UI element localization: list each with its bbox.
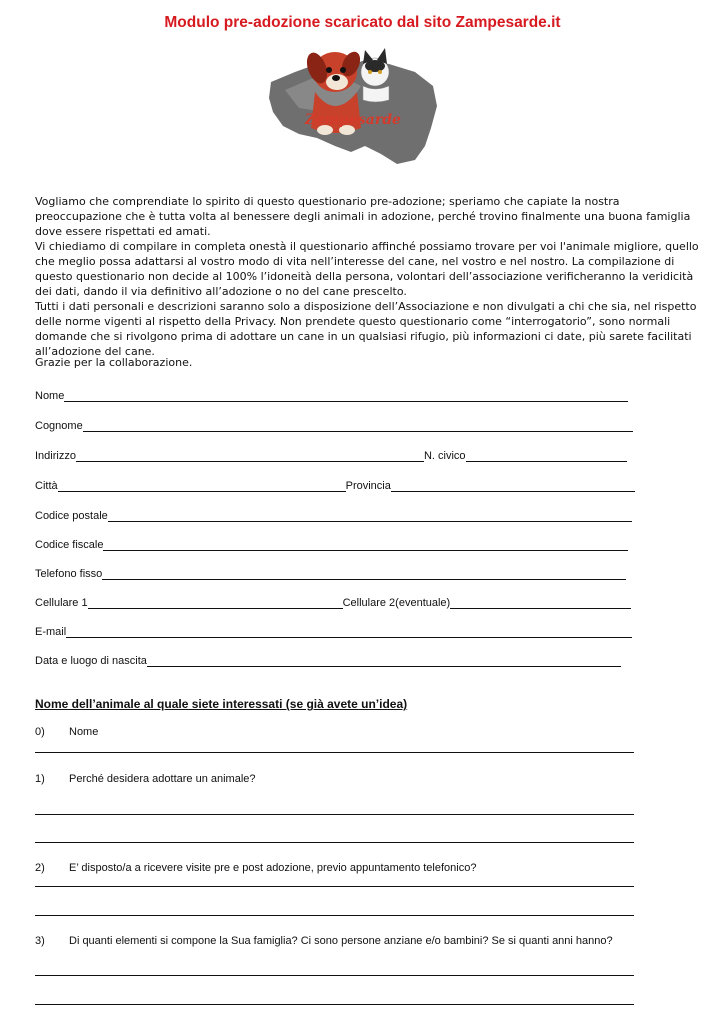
thanks-text: Grazie per la collaborazione. xyxy=(35,356,193,369)
question-2 xyxy=(35,862,476,874)
nome-field xyxy=(35,386,628,402)
answer-line[interactable] xyxy=(35,814,634,815)
cognome-label: Cognome xyxy=(35,420,83,432)
answer-line[interactable] xyxy=(35,1004,634,1005)
question-number: 1) xyxy=(35,773,45,785)
codice-postale-field xyxy=(35,506,632,522)
codice-fiscale-label: Codice fiscale xyxy=(35,539,104,551)
zampesarde-logo xyxy=(265,42,443,168)
telefono-fisso-label: Telefono fisso xyxy=(35,568,103,580)
nascita-label: Data e luogo di nascita xyxy=(35,655,147,667)
codice-postale-input-line[interactable] xyxy=(108,510,632,522)
cellulare2-input-line[interactable] xyxy=(450,597,631,609)
section-title: Nome dell’animale al quale siete interessati (se già avete un’idea) xyxy=(35,697,408,711)
svg-text:Zampesarde: Zampesarde xyxy=(305,112,401,128)
answer-line[interactable] xyxy=(35,752,634,753)
citta-field xyxy=(35,476,635,492)
telefono-fisso-input-line[interactable] xyxy=(102,568,626,580)
telefono-fisso-field xyxy=(35,564,626,580)
codice-postale-label: Codice postale xyxy=(35,510,108,522)
question-text: Perché desidera adottare un animale? xyxy=(69,773,256,785)
intro-paragraph-3: Tutti i dati personali e descrizioni saranno solo a disposizione dell’Associazione e non divulgati a chi che sia, nel rispetto delle norme vigenti al rispetto della Privacy. Non prendete questo questionario come “interrogatorio”, sono normali domande che si rivolgono prima di adottare un cane in un qualsiasi rifugio, più informazioni ci date, più sarete facilitati all’adozione del cane. xyxy=(35,300,697,358)
question-number: 2) xyxy=(35,862,45,874)
cellulare-field xyxy=(35,593,631,609)
question-number: 0) xyxy=(35,726,45,738)
question-number: 3) xyxy=(35,935,45,947)
indirizzo-input-line[interactable] xyxy=(76,450,424,462)
question-3 xyxy=(35,935,613,947)
question-text: Di quanti elementi si compone la Sua famiglia? Ci sono persone anziane e/o bambini? Se si quanti anni hanno? xyxy=(69,935,613,947)
n-civico-label: N. civico xyxy=(423,450,466,462)
codice-fiscale-field xyxy=(35,535,628,551)
nome-label: Nome xyxy=(35,390,65,402)
intro-paragraph-2: Vi chiediamo di compilare in completa onestà il questionario affinché possiamo trovare per voi l'animale migliore, quello che meglio possa adattarsi al vostro modo di vita nell’interesse del cane, nel vostro e nel nostro. La compilazione di questo questionario non decide al 100% l’idoneità della persona, volontari dell’associazione verificheranno la veridicità dei dati, dando il via definitivo all’adozione o no del cane prescelto. xyxy=(35,240,699,298)
intro-text xyxy=(35,194,707,359)
cellulare2-label: Cellulare 2(eventuale) xyxy=(342,597,451,609)
cellulare1-label: Cellulare 1 xyxy=(35,597,88,609)
indirizzo-field xyxy=(35,446,627,462)
nascita-input-line[interactable] xyxy=(147,655,621,667)
answer-line[interactable] xyxy=(35,842,634,843)
email-input-line[interactable] xyxy=(66,626,632,638)
question-text: Nome xyxy=(69,726,99,738)
n-civico-input-line[interactable] xyxy=(466,450,627,462)
email-label: E-mail xyxy=(35,626,67,638)
page-title: Modulo pre-adozione scaricato dal sito Zampesarde.it xyxy=(164,14,561,31)
nascita-field xyxy=(35,651,621,667)
email-field xyxy=(35,622,632,638)
cognome-field xyxy=(35,416,633,432)
citta-input-line[interactable] xyxy=(58,480,346,492)
indirizzo-label: Indirizzo xyxy=(35,450,76,462)
question-text: E’ disposto/a a ricevere visite pre e post adozione, previo appuntamento telefonico? xyxy=(69,862,477,874)
intro-paragraph-1: Vogliamo che comprendiate lo spirito di questo questionario pre-adozione; speriamo che capiate la nostra preoccupazione che è tutta volta al benessere degli animali in adozione, perché trovino finalmente una buona famiglia dove essere rispettati ed amati. xyxy=(35,195,691,238)
answer-line[interactable] xyxy=(35,975,634,976)
citta-label: Città xyxy=(35,480,58,492)
cognome-input-line[interactable] xyxy=(83,420,633,432)
nome-input-line[interactable] xyxy=(64,390,628,402)
question-0 xyxy=(35,726,98,738)
question-1 xyxy=(35,773,256,785)
answer-line[interactable] xyxy=(35,915,634,916)
answer-line[interactable] xyxy=(35,886,634,887)
cellulare1-input-line[interactable] xyxy=(88,597,343,609)
provincia-input-line[interactable] xyxy=(391,480,635,492)
codice-fiscale-input-line[interactable] xyxy=(103,539,628,551)
provincia-label: Provincia xyxy=(345,480,391,492)
